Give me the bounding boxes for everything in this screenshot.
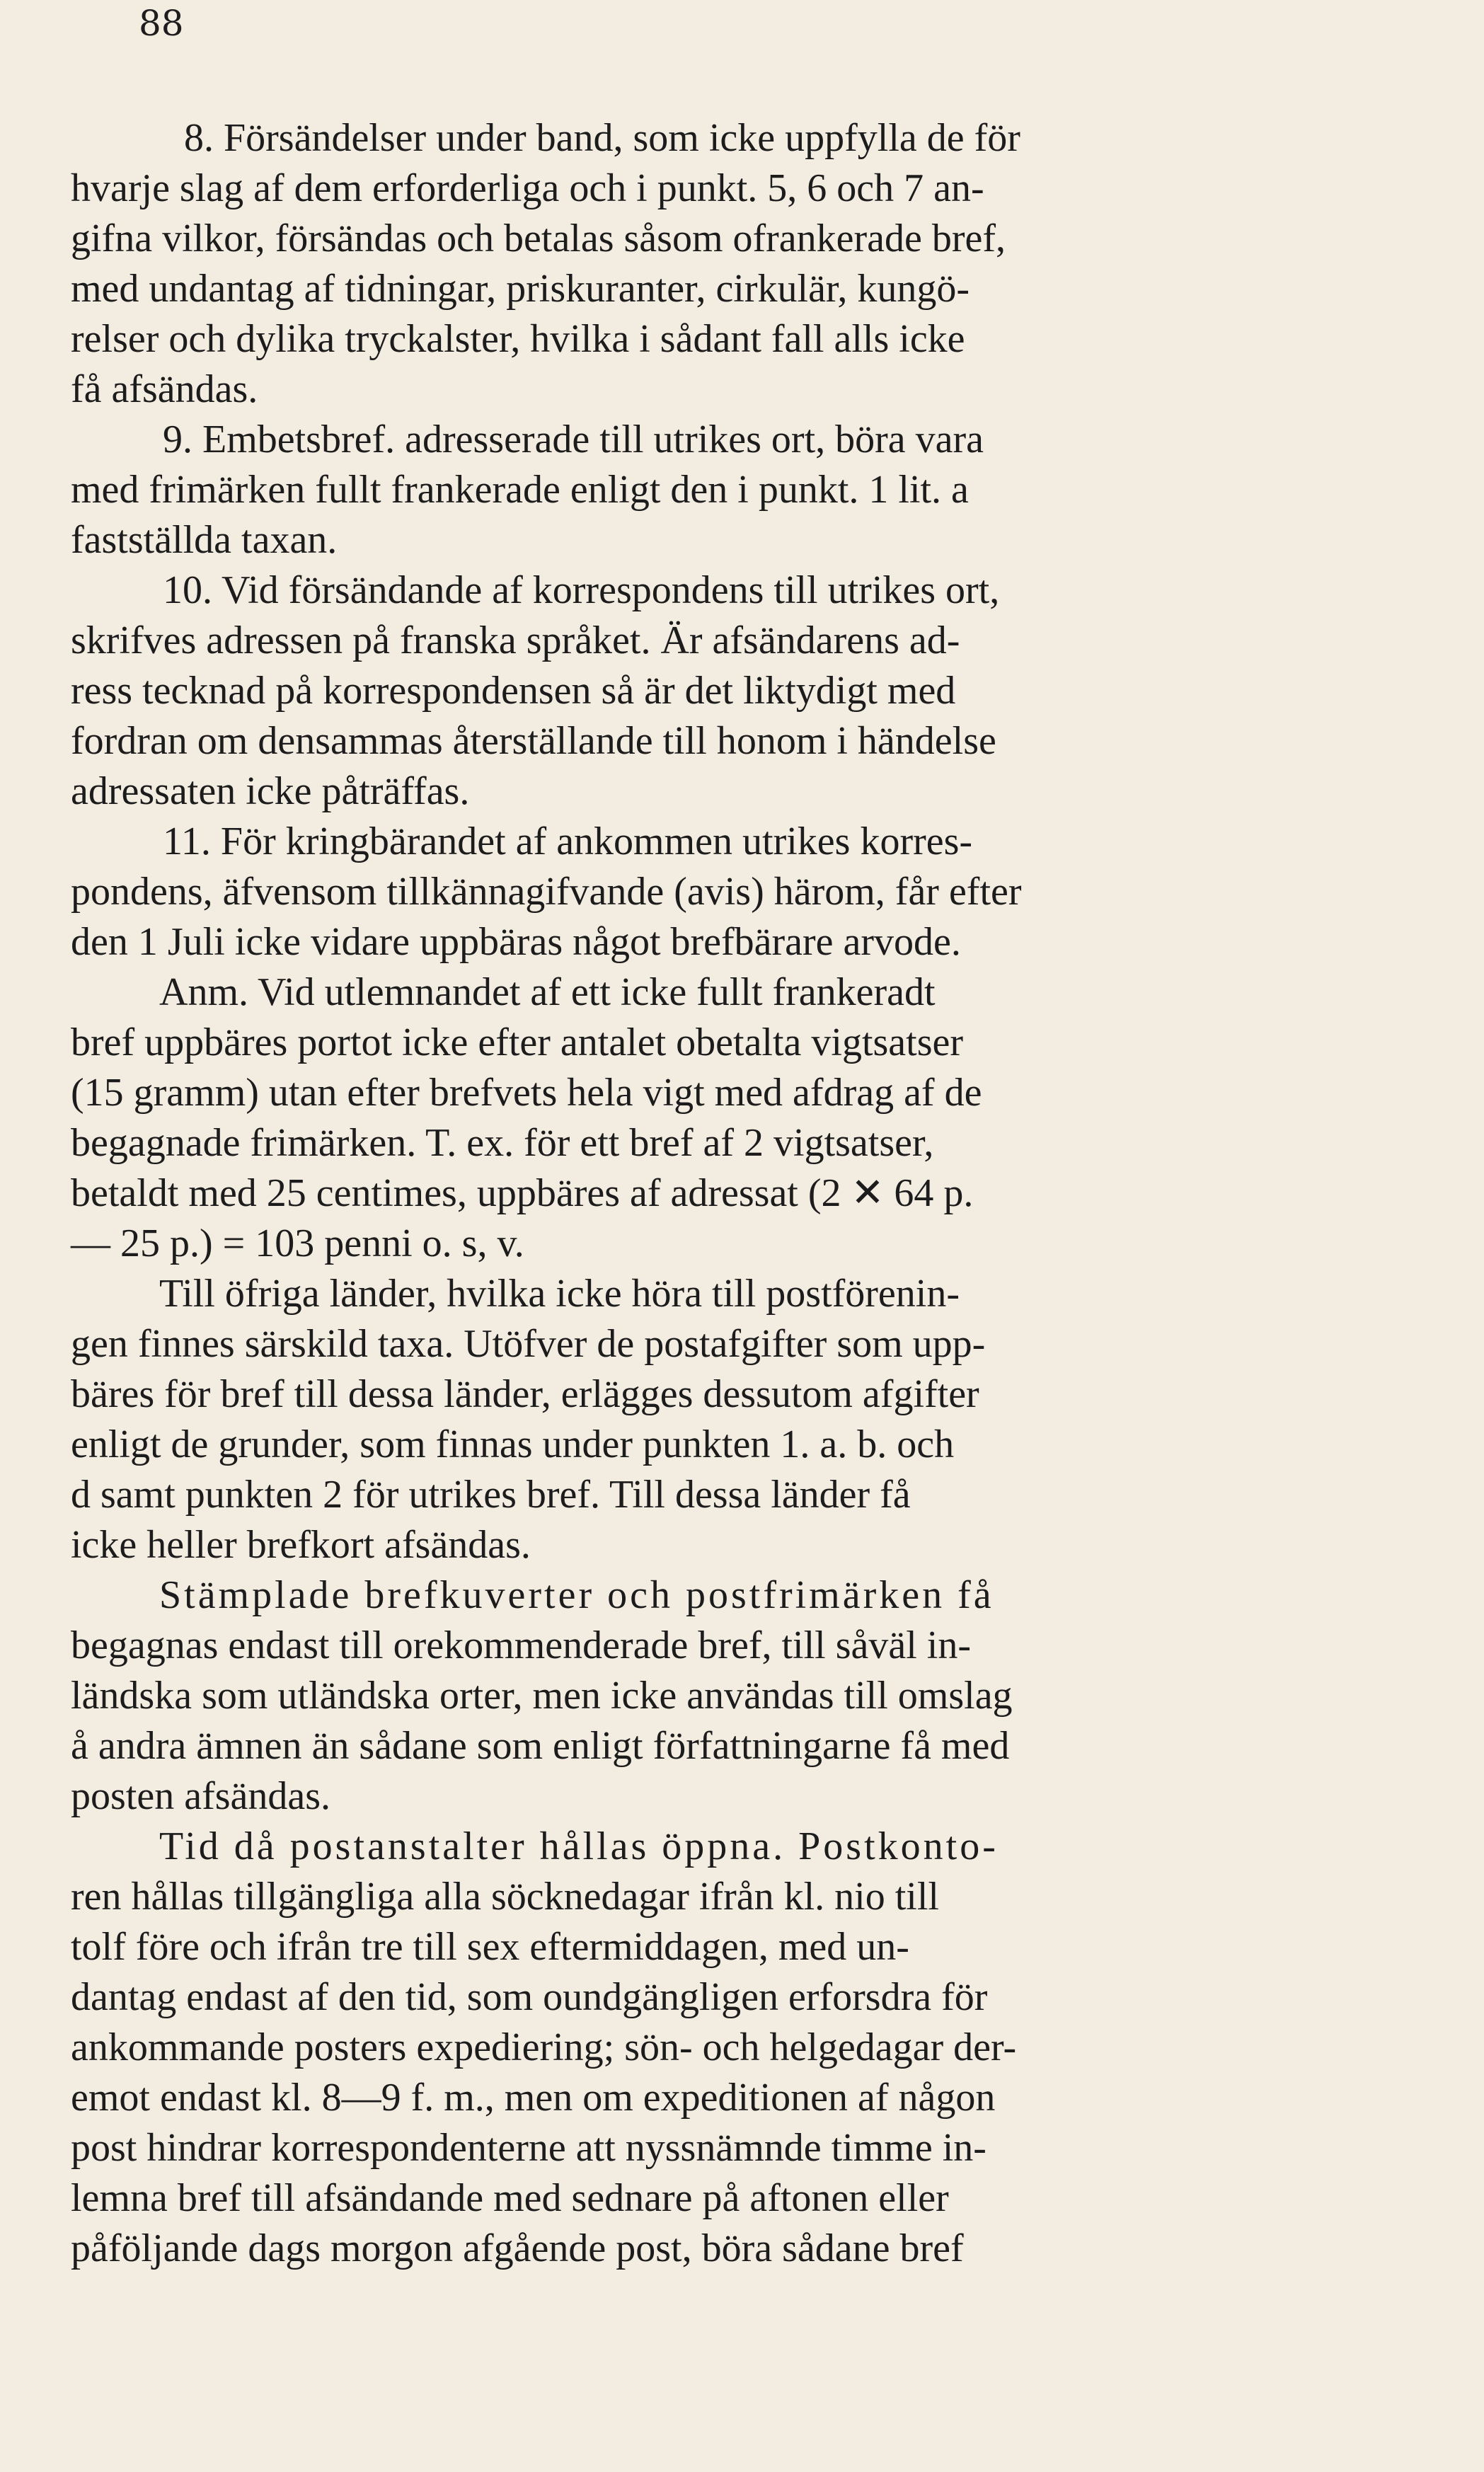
text-line: Tid då postanstalter hållas öppna. Postkonto- xyxy=(159,1824,999,1868)
text-line: Stämplade brefkuverter och postfrimärken få xyxy=(159,1573,994,1617)
text-line: bref uppbäres portot icke efter antalet obetalta vigtsatser xyxy=(71,1021,964,1064)
text-line: hvarje slag af dem erforderliga och i punkt. 5, 6 och 7 an- xyxy=(71,166,984,210)
text-line: gifna vilkor, försändas och betalas såsom ofrankerade bref, xyxy=(71,217,1006,260)
text-line: fordran om densammas återställande till honom i händelse xyxy=(71,719,996,763)
page-number: 88 xyxy=(139,3,184,44)
text-line: med undantag af tidningar, priskuranter, cirkulär, kungö- xyxy=(71,267,970,311)
text-line: ankommande posters expediering; sön- och helgedagar der- xyxy=(71,2025,1017,2069)
text-line: — 25 p.) = 103 penni o. s, v. xyxy=(71,1221,524,1265)
text-line: få afsändas. xyxy=(71,367,258,411)
text-line: fastställda taxan. xyxy=(71,518,338,562)
text-line: emot endast kl. 8—9 f. m., men om expeditionen af någon xyxy=(71,2076,996,2120)
text-line: enligt de grunder, som finnas under punkten 1. a. b. och xyxy=(71,1422,955,1466)
text-line: 11. För kringbärandet af ankommen utrikes korres- xyxy=(163,820,973,863)
text-line: skrifves adressen på franska språket. Är afsändarens ad- xyxy=(71,619,960,662)
text-line: bäres för bref till dessa länder, erlägges dessutom afgifter xyxy=(71,1372,979,1416)
text-line: (15 gramm) utan efter brefvets hela vigt med afdrag af de xyxy=(71,1071,982,1115)
text-line: begagnade frimärken. T. ex. för ett bref af 2 vigtsatser, xyxy=(71,1121,934,1165)
text-line: gen finnes särskild taxa. Utöfver de postafgifter som upp- xyxy=(71,1322,986,1366)
text-line: Till öfriga länder, hvilka icke höra till postförenin- xyxy=(159,1272,960,1316)
text-line: med frimärken fullt frankerade enligt den i punkt. 1 lit. a xyxy=(71,468,969,512)
text-line: d samt punkten 2 för utrikes bref. Till dessa länder få xyxy=(71,1473,911,1517)
text-line: ren hållas tillgängliga alla söcknedagar ifrån kl. nio till xyxy=(71,1875,939,1919)
text-line: 10. Vid försändande af korrespondens till utrikes ort, xyxy=(163,568,1000,612)
text-line: lemna bref till afsändande med sednare på aftonen eller xyxy=(71,2176,949,2220)
text-line: pondens, äfvensom tillkännagifvande (avis) härom, får efter xyxy=(71,870,1022,914)
text-line: å andra ämnen än sådane som enligt författningarne få med xyxy=(71,1724,1010,1768)
text-line: ländska som utländska orter, men icke användas till omslag xyxy=(71,1674,1013,1718)
text-line: icke heller brefkort afsändas. xyxy=(71,1523,531,1567)
text-line: dantag endast af den tid, som oundgängligen erforsdra för xyxy=(71,1975,988,2019)
text-line: 8. Försändelser under band, som icke uppfylla de för xyxy=(184,116,1020,160)
text-line: betaldt med 25 centimes, uppbäres af adressat (2 ✕ 64 p. xyxy=(71,1171,974,1215)
text-line: begagnas endast till orekommenderade bref, till såväl in- xyxy=(71,1623,972,1667)
text-line: tolf före och ifrån tre till sex eftermiddagen, med un- xyxy=(71,1925,909,1969)
text-line: post hindrar korrespondenterne att nyssnämnde timme in- xyxy=(71,2126,987,2170)
text-line: 9. Embetsbref. adresserade till utrikes ort, böra vara xyxy=(163,418,984,461)
text-line: ress tecknad på korrespondensen så är det liktydigt med xyxy=(71,669,956,713)
text-line: Anm. Vid utlemnandet af ett icke fullt frankeradt xyxy=(159,970,936,1014)
text-line: posten afsändas. xyxy=(71,1774,331,1818)
text-line: den 1 Juli icke vidare uppbäras något brefbärare arvode. xyxy=(71,920,961,964)
text-line: relser och dylika tryckalster, hvilka i sådant fall alls icke xyxy=(71,317,965,361)
body-text xyxy=(71,113,1458,2274)
text-line: påföljande dags morgon afgående post, böra sådane bref xyxy=(71,2226,964,2270)
text-line: adressaten icke påträffas. xyxy=(71,769,470,813)
